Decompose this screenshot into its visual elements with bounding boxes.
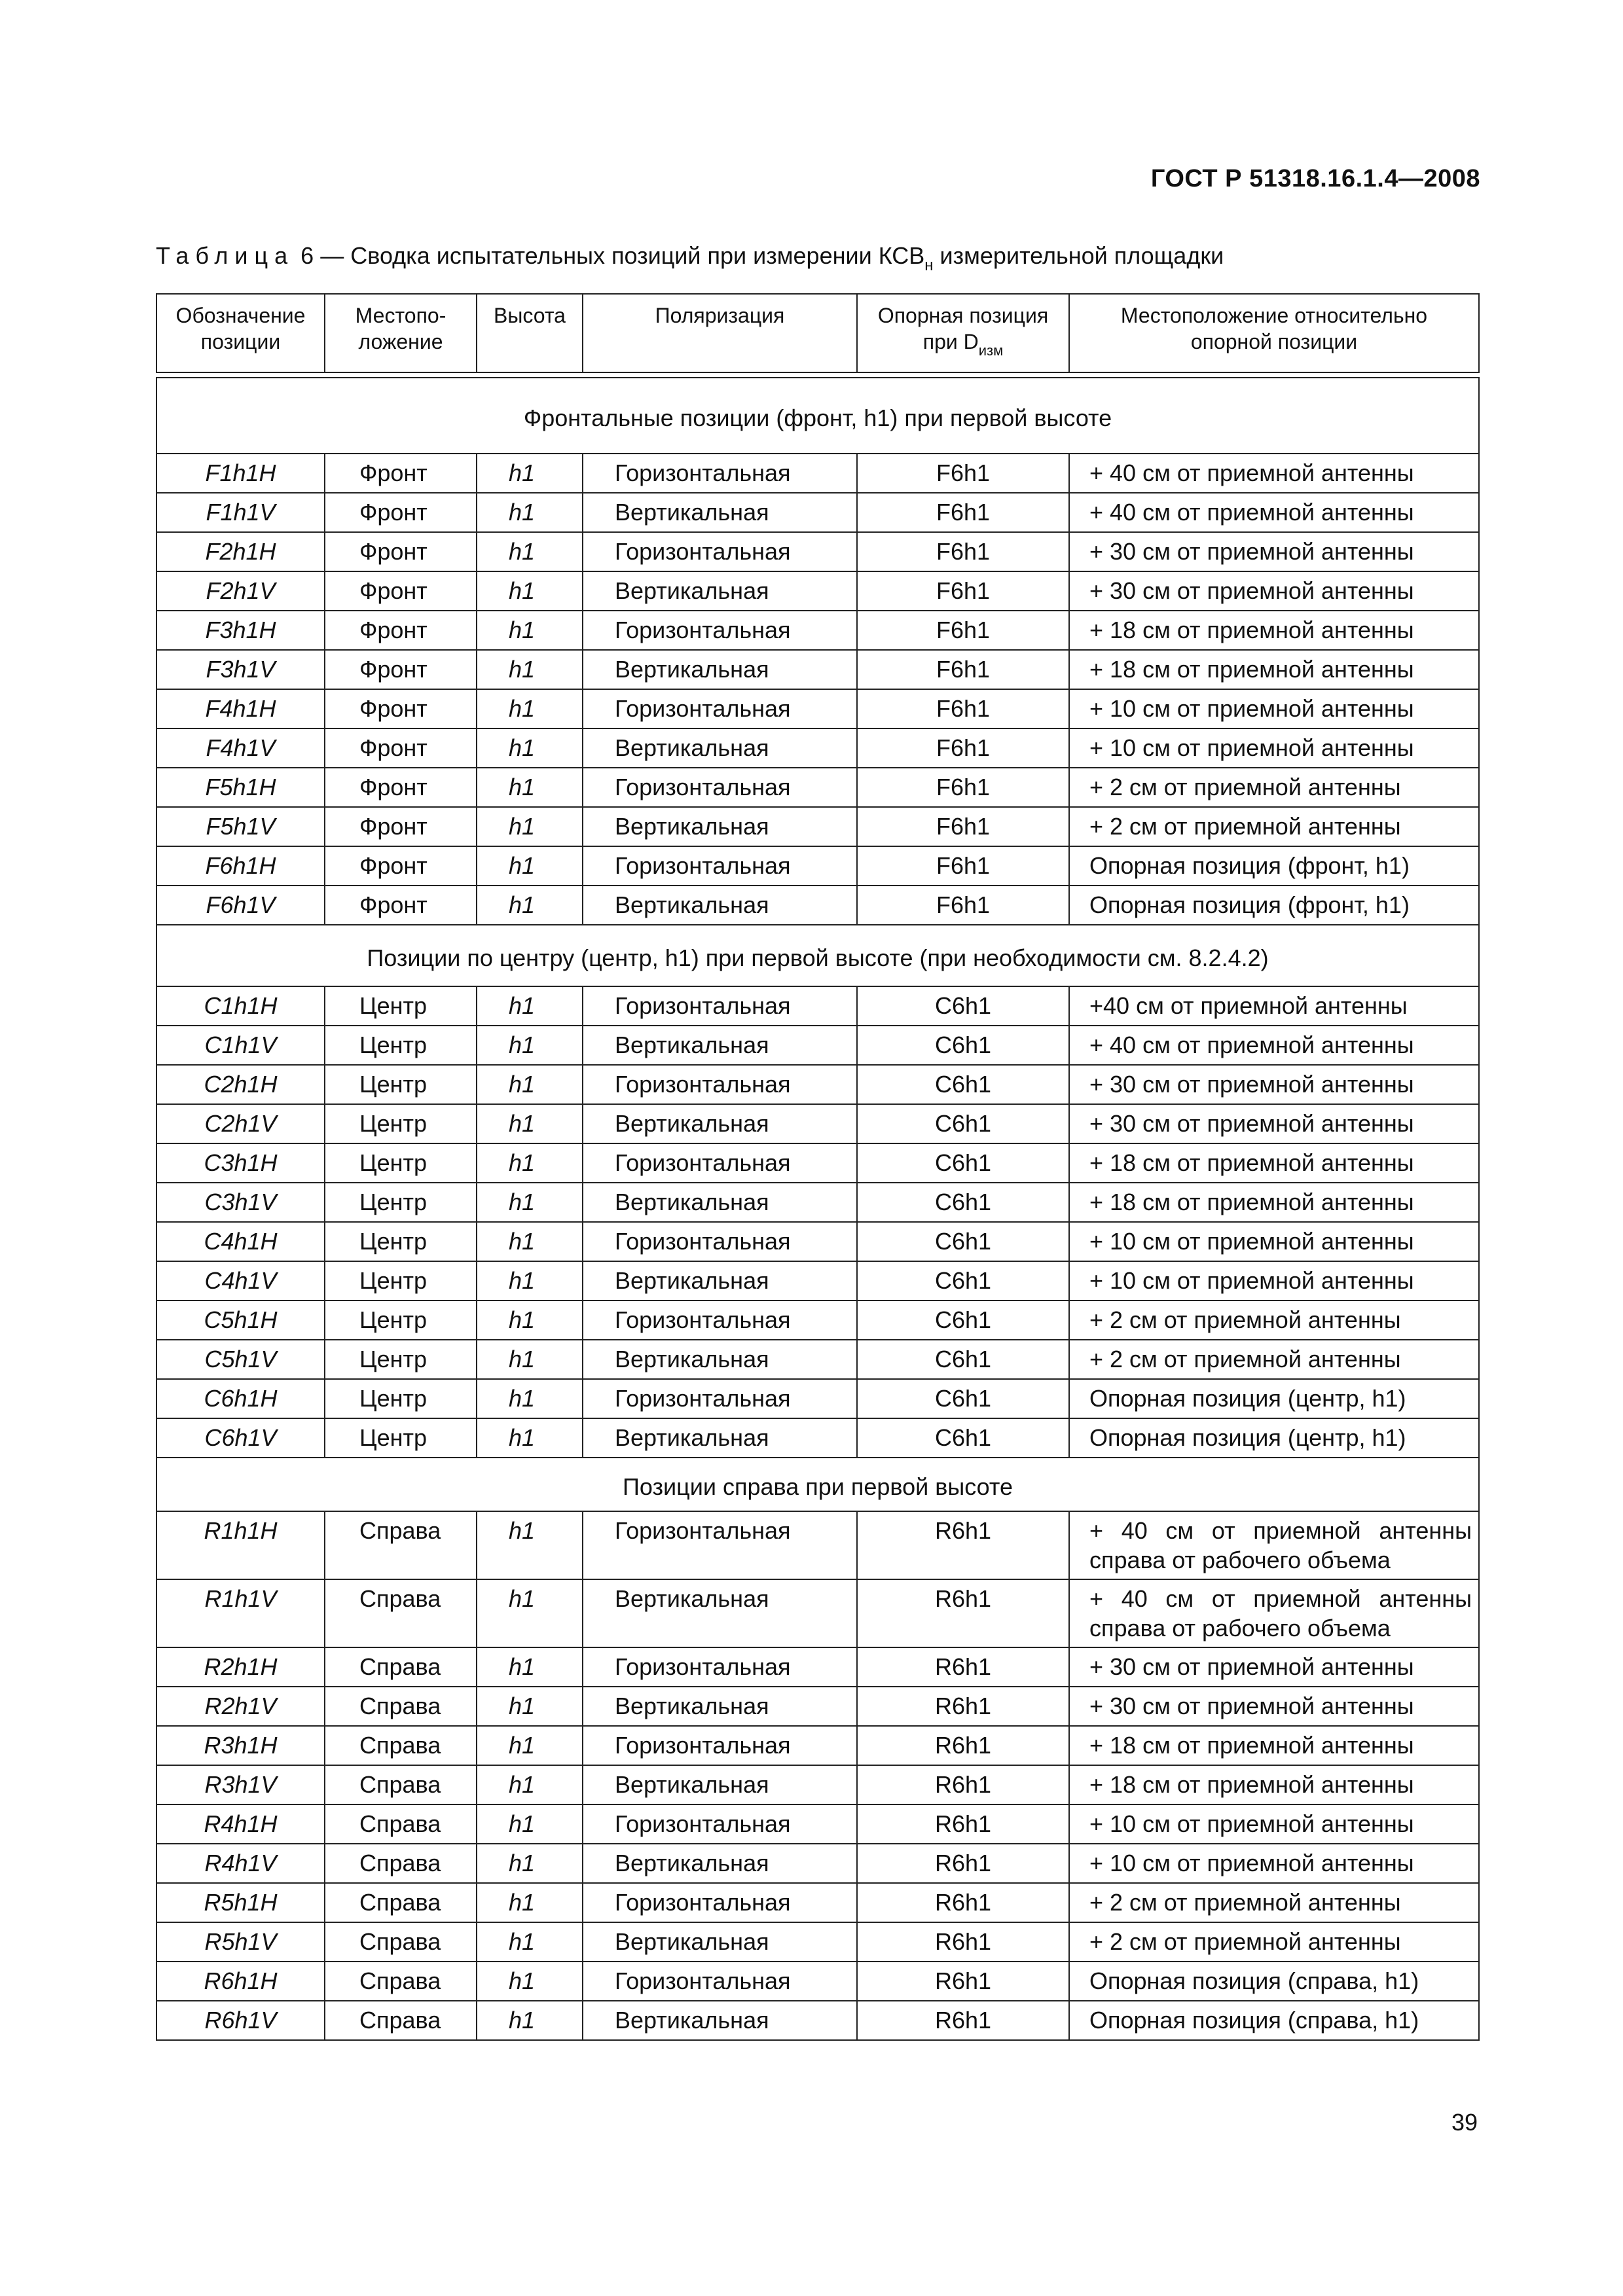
cell-reference: C6h1 <box>857 986 1069 1026</box>
cell-position-id: F1h1V <box>156 493 325 532</box>
table-row <box>156 1687 1479 1726</box>
cell-relative-location: + 10 см от приемной антенны <box>1069 1804 1479 1844</box>
cell-polarization: Горизонтальная <box>583 1143 857 1183</box>
cell-location: Центр <box>325 1261 477 1300</box>
cell-relative-location: +40 см от приемной антенны <box>1069 986 1479 1026</box>
table-row <box>156 1065 1479 1104</box>
cell-location: Справа <box>325 1804 477 1844</box>
cell-location: Фронт <box>325 689 477 728</box>
cell-height: h1 <box>477 1183 583 1222</box>
cell-polarization: Вертикальная <box>583 807 857 846</box>
cell-reference: R6h1 <box>857 2001 1069 2040</box>
cell-relative-location: + 40 см от приемной антенны справа от рабочего объема <box>1069 1511 1479 1579</box>
section-title: Позиции по центру (центр, h1) при первой высоте (при необходимости см. 8.2.4.2) <box>156 925 1479 986</box>
cell-reference: F6h1 <box>857 886 1069 925</box>
cell-relative-location: Опорная позиция (справа, h1) <box>1069 2001 1479 2040</box>
cell-polarization: Горизонтальная <box>583 611 857 650</box>
cell-reference: R6h1 <box>857 1804 1069 1844</box>
cell-height: h1 <box>477 1300 583 1340</box>
cell-location: Фронт <box>325 846 477 886</box>
cell-height: h1 <box>477 807 583 846</box>
cell-polarization: Вертикальная <box>583 2001 857 2040</box>
cell-location: Справа <box>325 1647 477 1687</box>
cell-reference: R6h1 <box>857 1922 1069 1962</box>
table-row <box>156 986 1479 1026</box>
cell-reference: C6h1 <box>857 1183 1069 1222</box>
cell-height: h1 <box>477 1647 583 1687</box>
cell-location: Фронт <box>325 493 477 532</box>
cell-relative-location: + 18 см от приемной антенны <box>1069 611 1479 650</box>
header-row <box>156 294 1479 372</box>
table-row <box>156 1804 1479 1844</box>
table-row <box>156 571 1479 611</box>
cell-position-id: R5h1H <box>156 1883 325 1922</box>
cell-reference: R6h1 <box>857 1687 1069 1726</box>
cell-relative-location: + 2 см от приемной антенны <box>1069 1300 1479 1340</box>
cell-location: Центр <box>325 1379 477 1418</box>
section-row <box>156 1458 1479 1511</box>
cell-relative-location: + 10 см от приемной антенны <box>1069 1222 1479 1261</box>
table-row <box>156 886 1479 925</box>
cell-relative-location: + 18 см от приемной антенны <box>1069 1143 1479 1183</box>
cell-reference: R6h1 <box>857 1883 1069 1922</box>
cell-position-id: C5h1V <box>156 1340 325 1379</box>
table-row <box>156 1579 1479 1647</box>
cell-reference: C6h1 <box>857 1261 1069 1300</box>
cell-height: h1 <box>477 768 583 807</box>
cell-polarization: Вертикальная <box>583 1579 857 1647</box>
cell-reference: C6h1 <box>857 1143 1069 1183</box>
table-row <box>156 1379 1479 1418</box>
cell-relative-location: + 2 см от приемной антенны <box>1069 1922 1479 1962</box>
cell-location: Фронт <box>325 768 477 807</box>
cell-location: Центр <box>325 1143 477 1183</box>
caption-number: 6 <box>301 242 314 269</box>
cell-location: Фронт <box>325 650 477 689</box>
cell-relative-location: + 2 см от приемной антенны <box>1069 1340 1479 1379</box>
table-row <box>156 2001 1479 2040</box>
cell-height: h1 <box>477 532 583 571</box>
table-row <box>156 1300 1479 1340</box>
col-header-reference-text: Опорная позиция при D <box>877 304 1049 353</box>
cell-reference: C6h1 <box>857 1104 1069 1143</box>
cell-height: h1 <box>477 1065 583 1104</box>
cell-location: Центр <box>325 1418 477 1458</box>
cell-relative-location: + 30 см от приемной антенны <box>1069 532 1479 571</box>
cell-position-id: F4h1V <box>156 728 325 768</box>
cell-location: Фронт <box>325 532 477 571</box>
cell-height: h1 <box>477 1104 583 1143</box>
table-row <box>156 1418 1479 1458</box>
cell-position-id: C4h1V <box>156 1261 325 1300</box>
cell-polarization: Вертикальная <box>583 571 857 611</box>
cell-height: h1 <box>477 1261 583 1300</box>
cell-height: h1 <box>477 1804 583 1844</box>
cell-relative-location: + 30 см от приемной антенны <box>1069 571 1479 611</box>
double-rule <box>156 372 1479 378</box>
table-row <box>156 1922 1479 1962</box>
table-row <box>156 1765 1479 1804</box>
cell-position-id: R6h1H <box>156 1962 325 2001</box>
cell-polarization: Вертикальная <box>583 1687 857 1726</box>
cell-position-id: R2h1V <box>156 1687 325 1726</box>
cell-relative-location: + 18 см от приемной антенны <box>1069 1765 1479 1804</box>
cell-height: h1 <box>477 493 583 532</box>
table-row <box>156 532 1479 571</box>
cell-position-id: R5h1V <box>156 1922 325 1962</box>
cell-relative-location: + 10 см от приемной антенны <box>1069 728 1479 768</box>
col-header-reference-sub: изм <box>978 342 1004 359</box>
col-header-relative: Местоположение относительно опорной позиции <box>1069 294 1479 372</box>
cell-polarization: Горизонтальная <box>583 532 857 571</box>
cell-location: Справа <box>325 2001 477 2040</box>
cell-height: h1 <box>477 611 583 650</box>
cell-height: h1 <box>477 1222 583 1261</box>
cell-height: h1 <box>477 1962 583 2001</box>
cell-relative-location: + 18 см от приемной антенны <box>1069 650 1479 689</box>
table-body <box>156 378 1479 2040</box>
cell-polarization: Горизонтальная <box>583 1804 857 1844</box>
table-row <box>156 1726 1479 1765</box>
cell-height: h1 <box>477 1765 583 1804</box>
table-row <box>156 1143 1479 1183</box>
cell-position-id: F5h1V <box>156 807 325 846</box>
cell-reference: C6h1 <box>857 1418 1069 1458</box>
cell-relative-location: + 2 см от приемной антенны <box>1069 1883 1479 1922</box>
cell-relative-location: + 30 см от приемной антенны <box>1069 1647 1479 1687</box>
cell-reference: C6h1 <box>857 1065 1069 1104</box>
cell-position-id: C2h1V <box>156 1104 325 1143</box>
cell-relative-location: + 30 см от приемной антенны <box>1069 1104 1479 1143</box>
cell-polarization: Горизонтальная <box>583 1962 857 2001</box>
cell-polarization: Вертикальная <box>583 1183 857 1222</box>
cell-position-id: F2h1V <box>156 571 325 611</box>
cell-location: Фронт <box>325 454 477 493</box>
cell-location: Справа <box>325 1922 477 1962</box>
col-header-polarization: Поляризация <box>583 294 857 372</box>
table-row <box>156 1026 1479 1065</box>
cell-position-id: R4h1H <box>156 1804 325 1844</box>
cell-polarization: Горизонтальная <box>583 1511 857 1579</box>
cell-position-id: C6h1H <box>156 1379 325 1418</box>
cell-position-id: F4h1H <box>156 689 325 728</box>
cell-relative-location: + 2 см от приемной антенны <box>1069 768 1479 807</box>
cell-polarization: Вертикальная <box>583 1765 857 1804</box>
cell-reference: C6h1 <box>857 1026 1069 1065</box>
cell-position-id: C2h1H <box>156 1065 325 1104</box>
cell-height: h1 <box>477 650 583 689</box>
cell-position-id: C1h1H <box>156 986 325 1026</box>
cell-location: Центр <box>325 1222 477 1261</box>
table-row <box>156 493 1479 532</box>
cell-polarization: Горизонтальная <box>583 1222 857 1261</box>
section-title: Позиции справа при первой высоте <box>156 1458 1479 1511</box>
cell-location: Центр <box>325 1104 477 1143</box>
cell-height: h1 <box>477 846 583 886</box>
cell-position-id: F3h1H <box>156 611 325 650</box>
cell-relative-location: + 18 см от приемной антенны <box>1069 1183 1479 1222</box>
cell-reference: F6h1 <box>857 532 1069 571</box>
cell-location: Справа <box>325 1962 477 2001</box>
table-row <box>156 1261 1479 1300</box>
caption-label: Таблица <box>156 242 295 269</box>
section-row <box>156 925 1479 986</box>
cell-relative-location: + 40 см от приемной антенны <box>1069 1026 1479 1065</box>
cell-location: Справа <box>325 1511 477 1579</box>
cell-position-id: C6h1V <box>156 1418 325 1458</box>
table-row <box>156 1962 1479 2001</box>
cell-reference: F6h1 <box>857 571 1069 611</box>
cell-relative-location: Опорная позиция (центр, h1) <box>1069 1379 1479 1418</box>
cell-reference: F6h1 <box>857 650 1069 689</box>
cell-reference: C6h1 <box>857 1340 1069 1379</box>
table-row <box>156 1844 1479 1883</box>
cell-polarization: Горизонтальная <box>583 1065 857 1104</box>
cell-height: h1 <box>477 1511 583 1579</box>
cell-polarization: Вертикальная <box>583 1418 857 1458</box>
cell-location: Справа <box>325 1726 477 1765</box>
cell-relative-location: + 30 см от приемной антенны <box>1069 1687 1479 1726</box>
cell-location: Фронт <box>325 611 477 650</box>
cell-location: Центр <box>325 1065 477 1104</box>
table-row <box>156 1183 1479 1222</box>
cell-relative-location: Опорная позиция (фронт, h1) <box>1069 886 1479 925</box>
cell-relative-location: + 10 см от приемной антенны <box>1069 1261 1479 1300</box>
table-caption <box>156 242 1224 275</box>
cell-polarization: Горизонтальная <box>583 1647 857 1687</box>
cell-relative-location: Опорная позиция (фронт, h1) <box>1069 846 1479 886</box>
cell-position-id: F5h1H <box>156 768 325 807</box>
table-row <box>156 1511 1479 1579</box>
caption-subscript: н <box>924 257 934 274</box>
table-row <box>156 650 1479 689</box>
cell-location: Справа <box>325 1687 477 1726</box>
cell-reference: R6h1 <box>857 1962 1069 2001</box>
cell-polarization: Вертикальная <box>583 1844 857 1883</box>
cell-reference: R6h1 <box>857 1726 1069 1765</box>
cell-reference: F6h1 <box>857 728 1069 768</box>
caption-text-end: измерительной площадки <box>939 242 1224 269</box>
cell-polarization: Вертикальная <box>583 1922 857 1962</box>
cell-location: Центр <box>325 1300 477 1340</box>
cell-height: h1 <box>477 1340 583 1379</box>
cell-position-id: R3h1H <box>156 1726 325 1765</box>
cell-position-id: R3h1V <box>156 1765 325 1804</box>
test-positions-table <box>156 293 1480 2041</box>
cell-position-id: C4h1H <box>156 1222 325 1261</box>
section-row <box>156 378 1479 454</box>
cell-position-id: R4h1V <box>156 1844 325 1883</box>
cell-position-id: C5h1H <box>156 1300 325 1340</box>
cell-position-id: R6h1V <box>156 2001 325 2040</box>
cell-location: Справа <box>325 1883 477 1922</box>
cell-height: h1 <box>477 1726 583 1765</box>
cell-reference: C6h1 <box>857 1379 1069 1418</box>
cell-height: h1 <box>477 986 583 1026</box>
col-header-id: Обозначение позиции <box>156 294 325 372</box>
cell-polarization: Вертикальная <box>583 1261 857 1300</box>
table-row <box>156 1340 1479 1379</box>
cell-height: h1 <box>477 1379 583 1418</box>
cell-location: Справа <box>325 1579 477 1647</box>
table-row <box>156 1104 1479 1143</box>
cell-height: h1 <box>477 2001 583 2040</box>
cell-polarization: Вертикальная <box>583 1104 857 1143</box>
cell-height: h1 <box>477 728 583 768</box>
cell-position-id: R2h1H <box>156 1647 325 1687</box>
cell-position-id: F3h1V <box>156 650 325 689</box>
document-header: ГОСТ Р 51318.16.1.4—2008 <box>1150 165 1480 192</box>
cell-height: h1 <box>477 1418 583 1458</box>
cell-height: h1 <box>477 1922 583 1962</box>
cell-polarization: Вертикальная <box>583 650 857 689</box>
cell-height: h1 <box>477 1844 583 1883</box>
page-number: 39 <box>1451 2109 1478 2136</box>
cell-location: Фронт <box>325 886 477 925</box>
cell-polarization: Горизонтальная <box>583 1883 857 1922</box>
cell-relative-location: + 30 см от приемной антенны <box>1069 1065 1479 1104</box>
cell-height: h1 <box>477 1883 583 1922</box>
cell-polarization: Горизонтальная <box>583 689 857 728</box>
col-header-reference <box>857 294 1069 372</box>
cell-reference: F6h1 <box>857 846 1069 886</box>
caption-text: — Сводка испытательных позиций при измерении КСВ <box>320 242 925 269</box>
cell-position-id: C1h1V <box>156 1026 325 1065</box>
cell-position-id: C3h1H <box>156 1143 325 1183</box>
table-row <box>156 1222 1479 1261</box>
cell-location: Центр <box>325 1183 477 1222</box>
cell-reference: F6h1 <box>857 807 1069 846</box>
table-head <box>156 294 1479 372</box>
table-row <box>156 611 1479 650</box>
cell-location: Центр <box>325 986 477 1026</box>
cell-position-id: F6h1V <box>156 886 325 925</box>
cell-position-id: F2h1H <box>156 532 325 571</box>
cell-relative-location: + 18 см от приемной антенны <box>1069 1726 1479 1765</box>
cell-relative-location: + 40 см от приемной антенны <box>1069 493 1479 532</box>
cell-height: h1 <box>477 1143 583 1183</box>
cell-location: Справа <box>325 1765 477 1804</box>
cell-relative-location: + 40 см от приемной антенны <box>1069 454 1479 493</box>
header-separator <box>156 372 1479 378</box>
cell-location: Фронт <box>325 807 477 846</box>
cell-polarization: Горизонтальная <box>583 1300 857 1340</box>
table-row <box>156 807 1479 846</box>
cell-position-id: F6h1H <box>156 846 325 886</box>
cell-reference: F6h1 <box>857 454 1069 493</box>
cell-position-id: C3h1V <box>156 1183 325 1222</box>
cell-polarization: Горизонтальная <box>583 1379 857 1418</box>
cell-location: Центр <box>325 1340 477 1379</box>
cell-reference: F6h1 <box>857 768 1069 807</box>
cell-polarization: Горизонтальная <box>583 454 857 493</box>
cell-polarization: Горизонтальная <box>583 846 857 886</box>
cell-reference: R6h1 <box>857 1765 1069 1804</box>
section-title: Фронтальные позиции (фронт, h1) при первой высоте <box>156 378 1479 454</box>
cell-reference: F6h1 <box>857 689 1069 728</box>
cell-polarization: Вертикальная <box>583 1026 857 1065</box>
cell-location: Фронт <box>325 728 477 768</box>
cell-relative-location: + 10 см от приемной антенны <box>1069 1844 1479 1883</box>
cell-position-id: R1h1V <box>156 1579 325 1647</box>
cell-relative-location: + 10 см от приемной антенны <box>1069 689 1479 728</box>
cell-position-id: F1h1H <box>156 454 325 493</box>
cell-relative-location: Опорная позиция (справа, h1) <box>1069 1962 1479 2001</box>
cell-reference: C6h1 <box>857 1300 1069 1340</box>
table-row <box>156 454 1479 493</box>
table-container <box>156 293 1478 2041</box>
cell-relative-location: + 40 см от приемной антенны справа от рабочего объема <box>1069 1579 1479 1647</box>
col-header-location: Местопо-ложение <box>325 294 477 372</box>
cell-polarization: Горизонтальная <box>583 986 857 1026</box>
cell-height: h1 <box>477 571 583 611</box>
table-row <box>156 768 1479 807</box>
table-row <box>156 846 1479 886</box>
cell-position-id: R1h1H <box>156 1511 325 1579</box>
table-row <box>156 728 1479 768</box>
col-header-height: Высота <box>477 294 583 372</box>
cell-reference: R6h1 <box>857 1579 1069 1647</box>
table-row <box>156 1647 1479 1687</box>
cell-polarization: Вертикальная <box>583 493 857 532</box>
cell-height: h1 <box>477 454 583 493</box>
cell-polarization: Вертикальная <box>583 1340 857 1379</box>
cell-height: h1 <box>477 1579 583 1647</box>
cell-location: Центр <box>325 1026 477 1065</box>
cell-reference: R6h1 <box>857 1647 1069 1687</box>
cell-reference: F6h1 <box>857 611 1069 650</box>
cell-height: h1 <box>477 1687 583 1726</box>
cell-reference: F6h1 <box>857 493 1069 532</box>
table-row <box>156 1883 1479 1922</box>
cell-height: h1 <box>477 1026 583 1065</box>
cell-reference: R6h1 <box>857 1511 1069 1579</box>
cell-height: h1 <box>477 886 583 925</box>
cell-reference: R6h1 <box>857 1844 1069 1883</box>
cell-height: h1 <box>477 689 583 728</box>
cell-polarization: Вертикальная <box>583 886 857 925</box>
cell-location: Справа <box>325 1844 477 1883</box>
cell-polarization: Горизонтальная <box>583 1726 857 1765</box>
cell-relative-location: Опорная позиция (центр, h1) <box>1069 1418 1479 1458</box>
table-row <box>156 689 1479 728</box>
cell-relative-location: + 2 см от приемной антенны <box>1069 807 1479 846</box>
cell-polarization: Вертикальная <box>583 728 857 768</box>
cell-location: Фронт <box>325 571 477 611</box>
cell-polarization: Горизонтальная <box>583 768 857 807</box>
cell-reference: C6h1 <box>857 1222 1069 1261</box>
